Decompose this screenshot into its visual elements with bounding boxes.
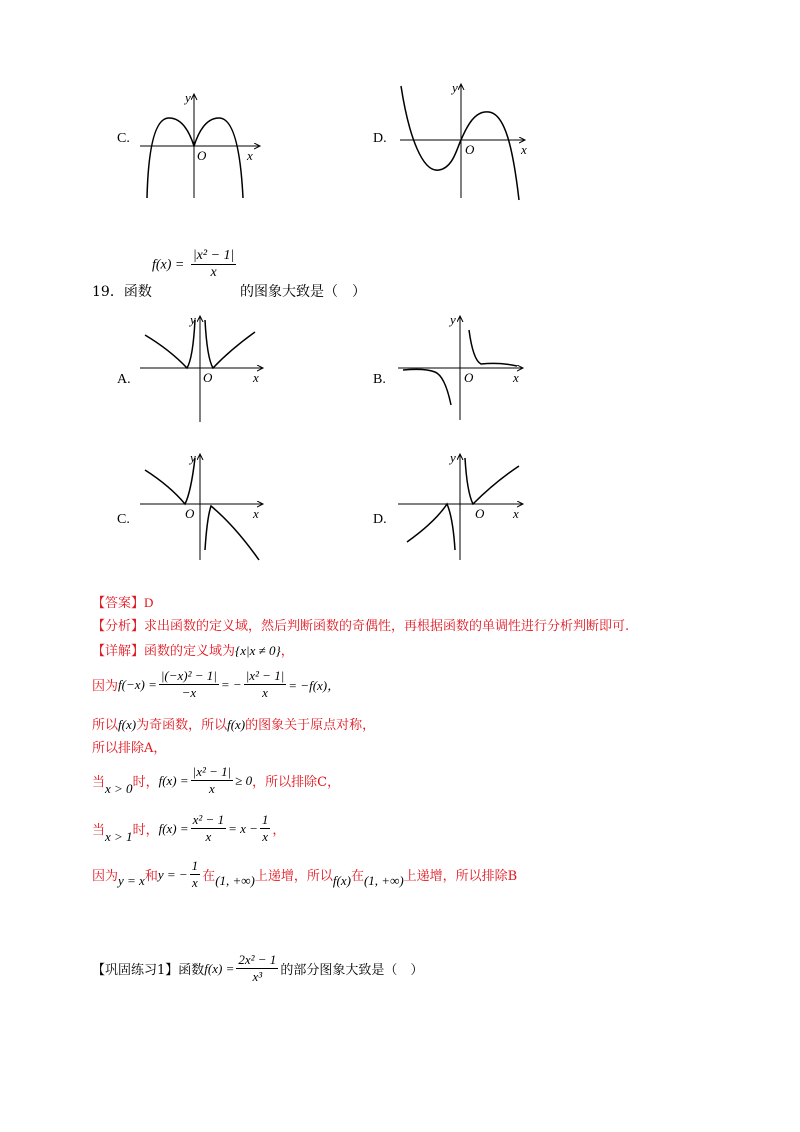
exclude-b-line bbox=[92, 858, 517, 891]
x-label: x bbox=[247, 148, 253, 163]
exclude-a-line: 所以排除A， bbox=[92, 741, 167, 756]
line6-den: x bbox=[205, 829, 212, 844]
line3-so: 所以 bbox=[92, 718, 119, 733]
q19-option-a-label: A. bbox=[117, 372, 131, 387]
line6-fx: f(x) = bbox=[158, 820, 189, 836]
line7-y2: y = − bbox=[157, 866, 188, 882]
line3-fx: f(x) bbox=[118, 717, 137, 732]
y-label: y bbox=[450, 450, 456, 465]
line7-in: 在 bbox=[202, 869, 216, 884]
line3-fx2: f(x) bbox=[227, 717, 246, 732]
q19-option-b-label: B. bbox=[373, 372, 386, 387]
origin-label: O bbox=[197, 148, 207, 163]
line6-num2: 1 bbox=[261, 812, 269, 827]
line7-interval2: (1, +∞) bbox=[363, 872, 404, 888]
q19-option-d-label: D. bbox=[373, 512, 387, 527]
q19-option-b-graph bbox=[395, 310, 530, 425]
q19-option-d-graph bbox=[395, 448, 530, 563]
line7-frac bbox=[190, 858, 201, 891]
odd-check-line bbox=[92, 668, 340, 701]
line2-because: 因为 bbox=[92, 679, 119, 694]
origin-label: O bbox=[464, 370, 474, 385]
analysis-text: 求出函数的定义域，然后判断函数的奇偶性，再根据函数的单调性进行分析判断即可. bbox=[144, 619, 630, 634]
line2-den1: −x bbox=[181, 685, 197, 700]
x-label: x bbox=[253, 506, 259, 521]
q19-option-c-graph bbox=[135, 448, 270, 563]
line6-cond: x > 1 bbox=[105, 828, 133, 844]
curve-right bbox=[205, 506, 259, 560]
q19-func-fraction bbox=[191, 248, 237, 281]
line2-eq: = − bbox=[220, 676, 242, 692]
curve-right bbox=[469, 330, 517, 366]
line6-num: x² − 1 bbox=[192, 812, 225, 827]
curve-left bbox=[145, 320, 195, 368]
line5-den: x bbox=[209, 781, 215, 796]
curve-left bbox=[403, 369, 451, 405]
line7-fx: f(x) bbox=[332, 872, 351, 888]
detail-text: 函数的定义域为 bbox=[144, 644, 236, 659]
x-label: x bbox=[253, 370, 259, 385]
line2-num1: |(−x)² − 1| bbox=[160, 668, 217, 683]
q19-option-c-label: C. bbox=[117, 512, 130, 527]
x-label: x bbox=[513, 370, 519, 385]
line6-eq: = x − bbox=[228, 820, 258, 836]
line7-num: 1 bbox=[191, 858, 199, 873]
x-label: x bbox=[513, 506, 519, 521]
y-label: y bbox=[190, 312, 196, 327]
detail-tag: 【详解】 bbox=[92, 644, 145, 659]
origin-label: O bbox=[475, 506, 485, 521]
domain-set: {x|x ≠ 0} bbox=[235, 643, 281, 658]
line6-time: 时， bbox=[132, 823, 159, 838]
detail-line: 【详解】函数的定义域为{x|x ≠ 0}， bbox=[92, 643, 294, 659]
analysis-line bbox=[92, 615, 629, 634]
line2-fx: f(−x) = bbox=[118, 676, 157, 692]
line2-end: = −f(x)， bbox=[288, 678, 341, 693]
line6-end: ， bbox=[272, 823, 286, 838]
line5-end: ，所以排除C， bbox=[252, 775, 341, 790]
practice-line bbox=[92, 952, 423, 985]
prev-option-d-graph bbox=[395, 78, 535, 203]
line5-num: |x² − 1| bbox=[192, 764, 232, 779]
prev-option-c-label: C. bbox=[117, 131, 130, 146]
origin-label: O bbox=[203, 370, 213, 385]
q19-func-lhs: f(x) = bbox=[152, 257, 185, 273]
practice-text-a: 函数 bbox=[178, 963, 205, 978]
answer-line bbox=[92, 592, 153, 611]
line7-because: 因为 bbox=[92, 869, 119, 884]
line2-frac2 bbox=[244, 668, 287, 701]
line6-den2: x bbox=[262, 829, 269, 844]
practice-den: x³ bbox=[252, 969, 263, 984]
line5-cond: x > 0 bbox=[105, 780, 133, 796]
prev-option-c-graph bbox=[135, 88, 270, 203]
q19-func-num: |x² − 1| bbox=[192, 248, 235, 263]
y-label: y bbox=[185, 90, 191, 105]
line5-frac bbox=[191, 764, 234, 797]
monotone-line bbox=[92, 812, 285, 845]
x-label: x bbox=[521, 142, 527, 157]
line5-time: 时， bbox=[132, 775, 159, 790]
practice-frac bbox=[236, 952, 278, 985]
line7-inc: 上递增，所以 bbox=[254, 869, 333, 884]
line6-when: 当 bbox=[92, 823, 106, 838]
line7-and: 和 bbox=[144, 869, 158, 884]
exclude-c-line bbox=[92, 764, 340, 797]
line2-den2: x bbox=[262, 685, 268, 700]
q19-function-formula bbox=[152, 248, 238, 281]
q19-stem-tail: 的图象大致是（ ） bbox=[240, 284, 366, 300]
line7-y1: y = x bbox=[118, 872, 145, 888]
practice-fx: f(x) = bbox=[204, 960, 235, 976]
line5-fx: f(x) = bbox=[158, 772, 189, 788]
answer-value: D bbox=[144, 595, 154, 610]
line2-num2: |x² − 1| bbox=[245, 668, 285, 683]
prev-option-d-label: D. bbox=[373, 131, 387, 146]
practice-tag: 【巩固练习1】 bbox=[92, 963, 179, 978]
line3-end: 的图象关于原点对称， bbox=[245, 718, 376, 733]
practice-num: 2x² − 1 bbox=[238, 952, 277, 967]
curve-left bbox=[407, 504, 455, 550]
line7-interval: (1, +∞) bbox=[215, 872, 255, 888]
line5-ge: ≥ 0 bbox=[235, 772, 253, 788]
odd-conclusion-line bbox=[92, 714, 375, 733]
q19-func-den: x bbox=[210, 265, 217, 280]
line3-mid: 为奇函数，所以 bbox=[136, 718, 228, 733]
analysis-tag: 【分析】 bbox=[92, 619, 145, 634]
curve-right bbox=[465, 458, 519, 504]
curve bbox=[401, 86, 519, 200]
line2-frac1 bbox=[159, 668, 219, 701]
line7-end: 上递增，所以排除B bbox=[403, 869, 518, 884]
q19-number: 19．函数 bbox=[92, 284, 152, 300]
y-label: y bbox=[452, 80, 458, 95]
y-label: y bbox=[190, 450, 196, 465]
curve-right bbox=[205, 320, 255, 368]
line7-in2: 在 bbox=[350, 869, 364, 884]
curve bbox=[147, 118, 243, 198]
line7-den: x bbox=[192, 875, 198, 890]
answer-tag: 【答案】 bbox=[92, 596, 145, 611]
line6-frac1 bbox=[191, 812, 226, 845]
line5-when: 当 bbox=[92, 775, 106, 790]
line6-frac2 bbox=[260, 812, 271, 845]
curve-left bbox=[145, 458, 195, 504]
origin-label: O bbox=[465, 142, 475, 157]
y-label: y bbox=[450, 312, 456, 327]
practice-text-b: 的部分图象大致是（ ） bbox=[280, 963, 424, 978]
q19-option-a-graph bbox=[135, 310, 270, 425]
origin-label: O bbox=[185, 506, 195, 521]
